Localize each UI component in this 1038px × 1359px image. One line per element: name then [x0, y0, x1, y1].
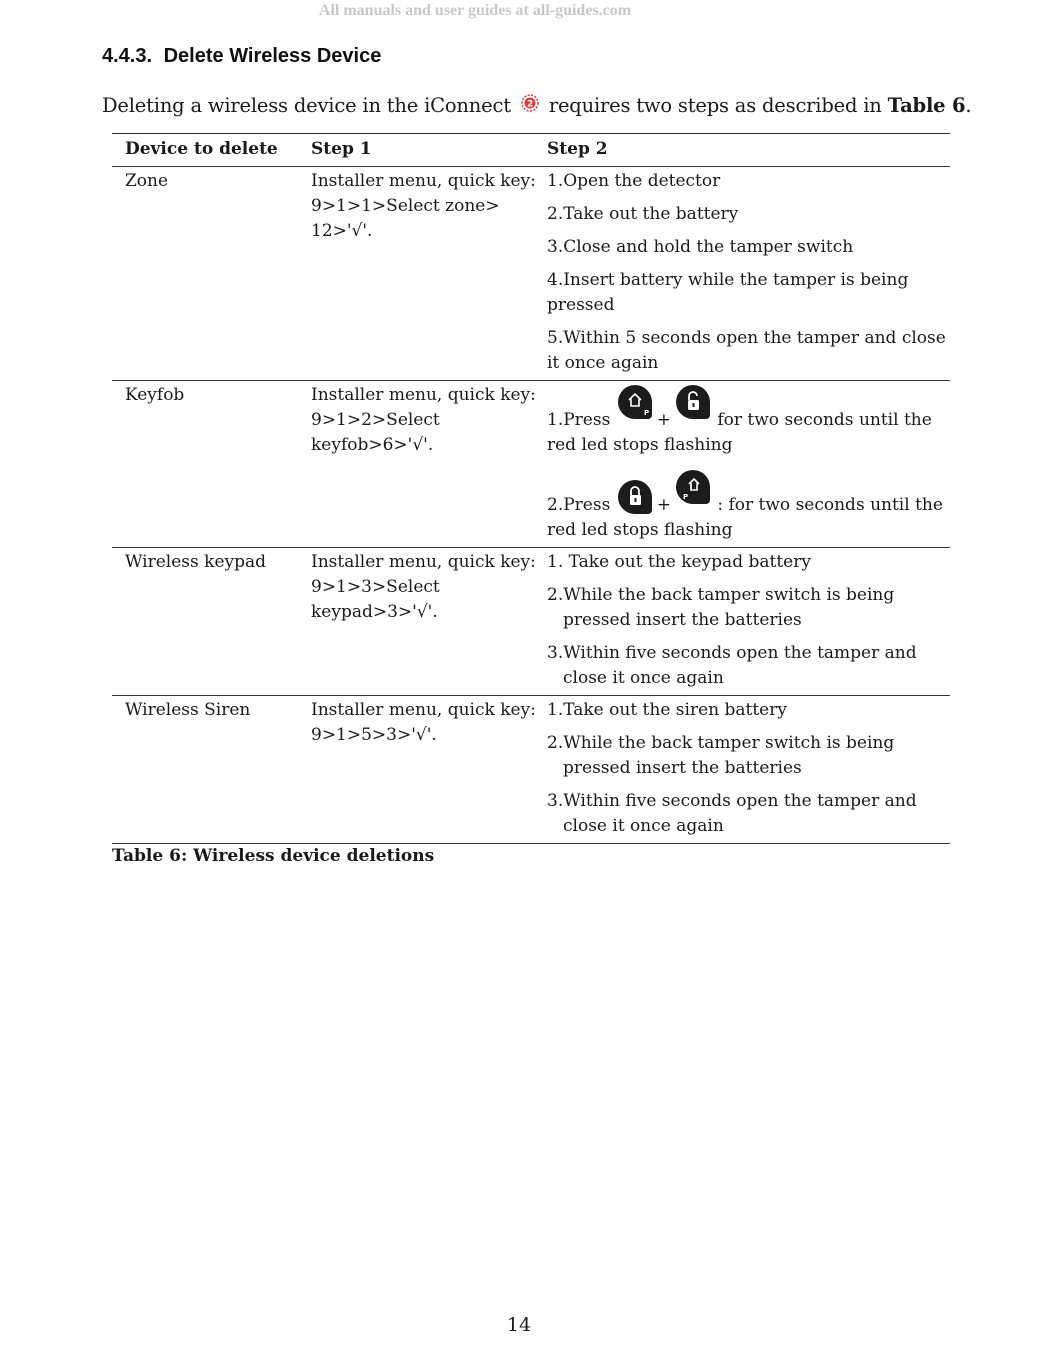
step-suffix: for two seconds until the red led stops flashing	[547, 410, 932, 455]
cell-step2	[545, 696, 950, 844]
cell-step2	[545, 381, 950, 548]
step-item: 4.Insert battery while the tamper is being pressed	[547, 270, 909, 315]
step-prefix: 1.Press	[547, 410, 611, 430]
iconnect-logo-icon	[520, 93, 540, 113]
lock-icon	[618, 480, 652, 514]
page-number: 14	[506, 1314, 532, 1336]
wireless-device-deletion-table	[112, 133, 950, 844]
step-item: 5.Within 5 seconds open the tamper and close it once again	[547, 328, 946, 373]
svg-text:P: P	[643, 409, 649, 417]
intro-period: .	[965, 94, 972, 117]
table-row	[112, 167, 950, 381]
step-item	[547, 470, 946, 543]
cell-step2	[545, 548, 950, 696]
step-item: 2.Take out the battery	[547, 204, 739, 224]
cell-step1: Installer menu, quick key: 9>1>2>Select keyfob>6>'√'.	[311, 381, 545, 548]
unlock-icon	[676, 385, 710, 419]
cell-device: Zone	[112, 167, 311, 381]
step-item: 2.While the back tamper switch is being pressed insert the batteries	[547, 733, 895, 778]
cell-device: Wireless keypad	[112, 548, 311, 696]
svg-text:2: 2	[526, 99, 533, 110]
home-arm-icon	[618, 385, 652, 419]
table-row	[112, 381, 950, 548]
table-header-row	[112, 134, 950, 167]
step-item: 3.Within five seconds open the tamper and close it once again	[547, 791, 917, 836]
step-item: 1.Open the detector	[547, 171, 721, 191]
cell-device: Keyfob	[112, 381, 311, 548]
step-item: 1.Take out the siren battery	[547, 700, 787, 720]
intro-text-before: Deleting a wireless device in the iConnect	[102, 94, 511, 117]
cell-step1: Installer menu, quick key: 9>1>5>3>'√'.	[311, 696, 545, 844]
step-item: 3.Within five seconds open the tamper and close it once again	[547, 643, 917, 688]
plus-sign: +	[656, 410, 671, 430]
table-caption: Table 6: Wireless device deletions	[112, 846, 435, 866]
intro-text-after: requires two steps as described in	[548, 94, 882, 117]
section-heading	[102, 45, 381, 68]
step-item: 2.While the back tamper switch is being pressed insert the batteries	[547, 585, 895, 630]
stay-arm-icon	[676, 470, 710, 504]
step-item	[547, 385, 946, 458]
cell-step2	[545, 167, 950, 381]
step-suffix: : for two seconds until the red led stops flashing	[547, 495, 943, 540]
plus-sign: +	[656, 495, 671, 515]
cell-step1: Installer menu, quick key: 9>1>3>Select keypad>3>'√'.	[311, 548, 545, 696]
table-row	[112, 548, 950, 696]
cell-step1: Installer menu, quick key: 9>1>1>Select zone> 12>'√'.	[311, 167, 545, 381]
intro-paragraph	[102, 93, 972, 117]
watermark: All manuals and user guides at all-guides.com	[318, 2, 632, 19]
svg-text:P: P	[682, 493, 689, 501]
step-item: 3.Close and hold the tamper switch	[547, 237, 854, 257]
table-row	[112, 696, 950, 844]
header-step2: Step 2	[545, 134, 950, 167]
header-device: Device to delete	[112, 134, 311, 167]
section-number: 4.4.3.	[102, 45, 153, 67]
step-item: 1. Take out the keypad battery	[547, 552, 811, 572]
section-title: Delete Wireless Device	[163, 45, 382, 67]
table-reference: Table 6	[887, 94, 966, 117]
header-step1: Step 1	[311, 134, 545, 167]
step-prefix: 2.Press	[547, 495, 611, 515]
cell-device: Wireless Siren	[112, 696, 311, 844]
